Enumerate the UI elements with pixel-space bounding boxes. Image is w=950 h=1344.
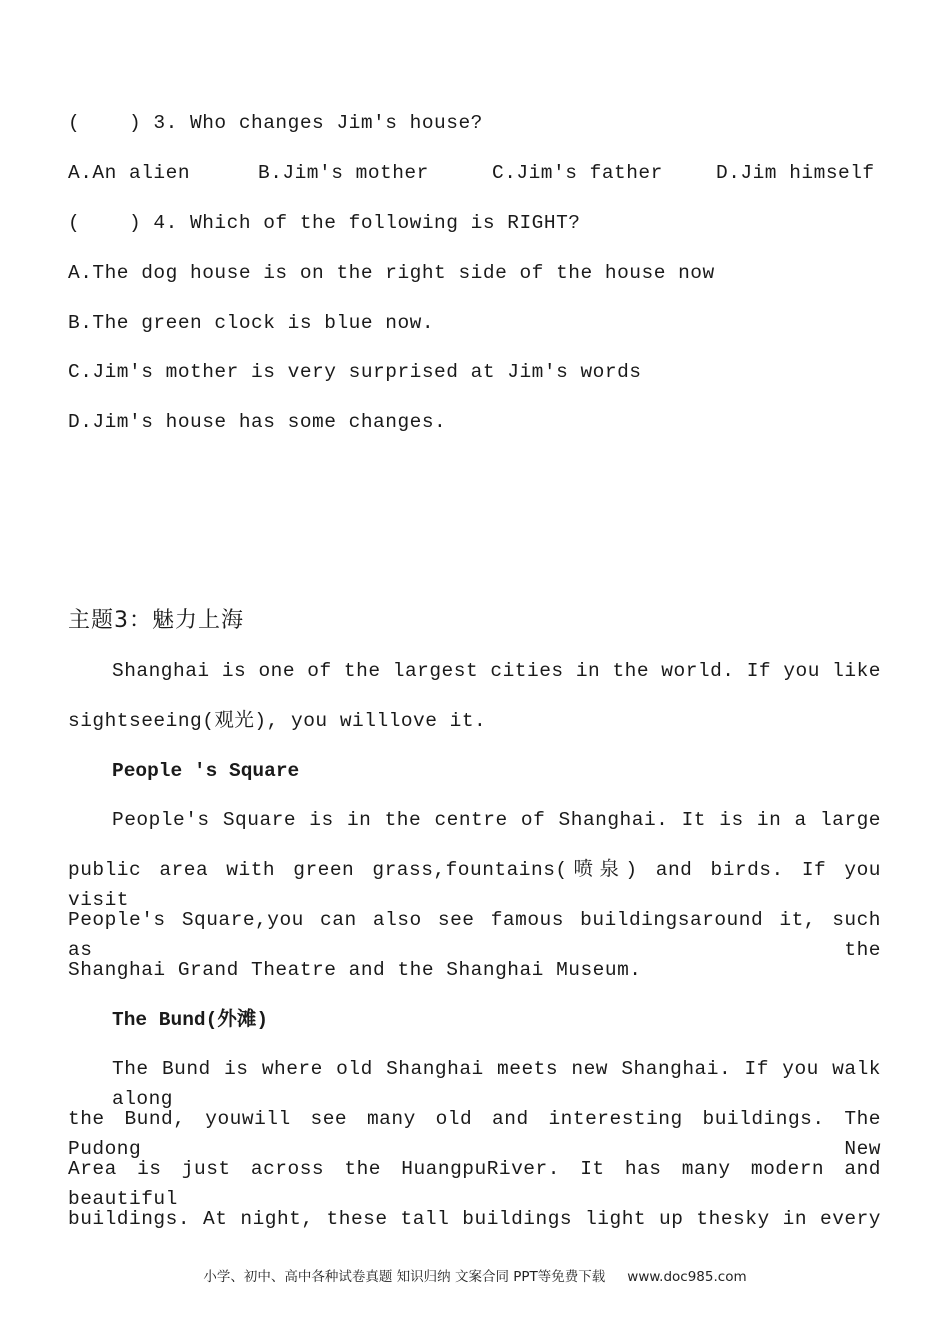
question-3-option-c: C.Jim's father xyxy=(492,162,663,184)
question-4-option-d: D.Jim's house has some changes. xyxy=(68,411,447,433)
bund-line-1: The Bund is where old Shanghai meets new Shanghai. If you walk along xyxy=(112,1058,881,1110)
peoples-square-subheading: People 's Square xyxy=(112,760,300,782)
question-3-option-d: D.Jim himself xyxy=(716,162,875,184)
footer-url: www.doc985.com xyxy=(627,1269,747,1285)
page-footer xyxy=(0,1265,950,1285)
question-3-prompt: ( ) 3. Who changes Jim's house? xyxy=(68,112,483,134)
intro-line-2: sightseeing(观光), you willlove it. xyxy=(68,710,487,732)
question-3-option-b: B.Jim's mother xyxy=(258,162,429,184)
topic-heading: 主题3：魅力上海 xyxy=(68,608,244,633)
bund-line-3: Area is just across the HuangpuRiver. It has many modern and beautiful xyxy=(68,1158,881,1210)
question-3-option-a: A.An alien xyxy=(68,162,191,184)
footer-text: 小学、初中、高中各种试卷真题 知识归纳 文案合同 PPT等免费下载 xyxy=(203,1269,606,1285)
peoples-square-line-3: People's Square,you can also see famous buildingsaround it, such as the xyxy=(68,909,881,961)
peoples-square-line-2: public area with green grass,fountains(喷泉) and birds. If you visit xyxy=(68,859,881,911)
bund-line-4: buildings. At night, these tall buildings light up thesky in every xyxy=(68,1208,881,1230)
intro-line-1: Shanghai is one of the largest cities in the world. If you like xyxy=(112,660,881,682)
peoples-square-line-4: Shanghai Grand Theatre and the Shanghai Museum. xyxy=(68,959,642,981)
bund-subheading: The Bund(外滩) xyxy=(112,1009,269,1031)
question-4-option-a: A.The dog house is on the right side of the house now xyxy=(68,262,715,284)
question-4-option-b: B.The green clock is blue now. xyxy=(68,312,435,334)
bund-line-2: the Bund, youwill see many old and interesting buildings. The Pudong New xyxy=(68,1108,881,1160)
peoples-square-line-1: People's Square is in the centre of Shanghai. It is in a large xyxy=(112,809,881,831)
question-4-prompt: ( ) 4. Which of the following is RIGHT? xyxy=(68,212,581,234)
question-4-option-c: C.Jim's mother is very surprised at Jim's words xyxy=(68,361,642,383)
